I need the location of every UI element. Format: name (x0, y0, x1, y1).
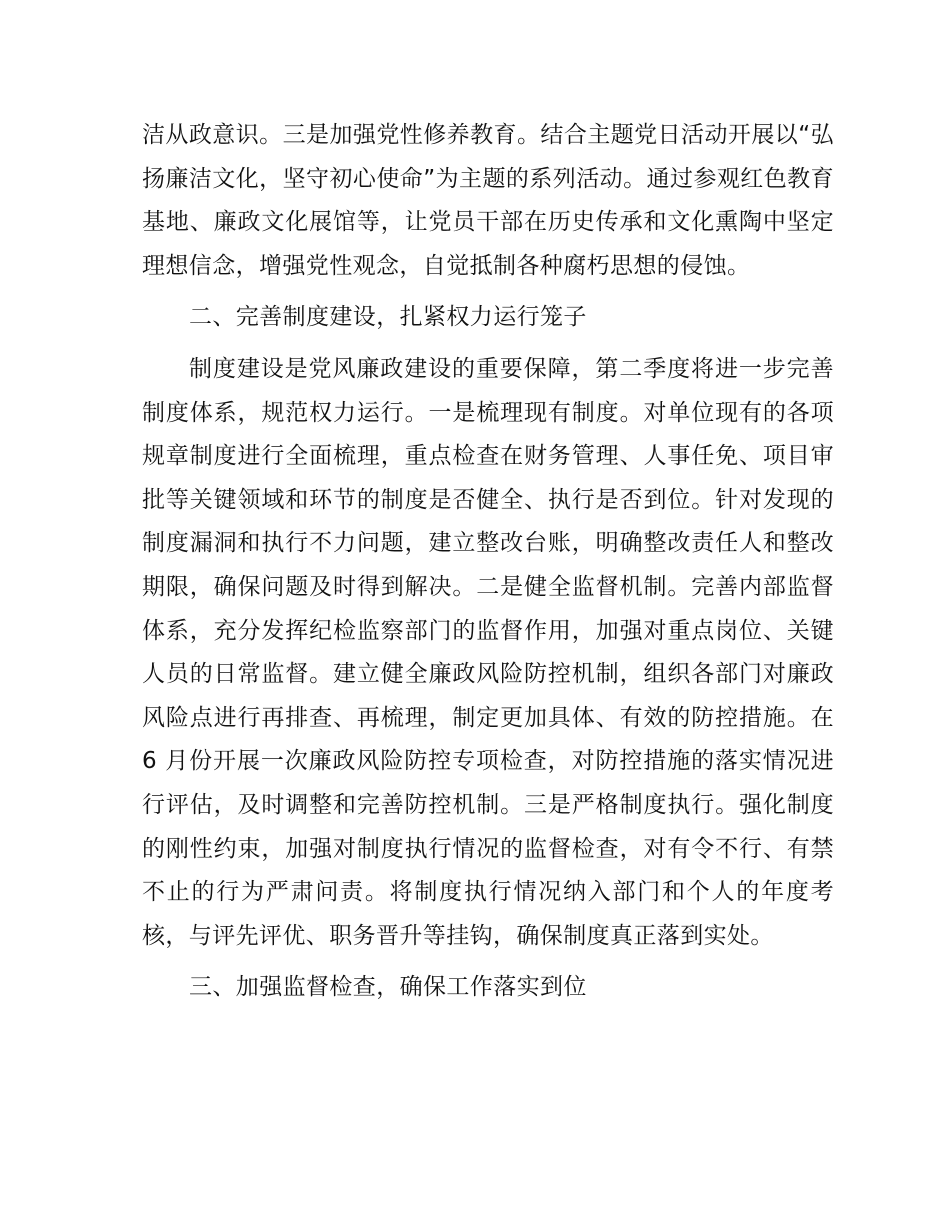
section-heading-3: 三、加强监督检查，确保工作落实到位 (189, 974, 587, 1001)
paragraph-2: 制度建设是党风廉政建设的重要保障，第二季度将进一步完善制度体系，规范权力运行。一是梳理现有制度。对单位现有的各项规章制度进行全面梳理，重点检查在财务管理、人事任免、项目审批等关键领域和环节的制度是否健全、执行是否到位。针对发现的制度漏洞和执行不力问题，建立整改台账，明确整改责任人和整改期限，确保问题及时得到解决。二是健全监督机制。完善内部监督体系，充分发挥纪检监察部门的监督作用，加强对重点岗位、关键人员的日常监督。建立健全廉政风险防控机制，组织各部门对廉政风险点进行再排查、再梳理，制定更加具体、有效的防控措施。在 6 月份开展一次廉政风险防控专项检查，对防控措施的落实情况进行评估，及时调整和完善防控机制。三是严格制度执行。强化制度的刚性约束，加强对制度执行情况的监督检查，对有令不行、有禁不止的行为严肃问责。将制度执行情况纳入部门和个人的年度考核，与评先评优、职务晋升等挂钩，确保制度真正落到实处。 (142, 355, 834, 949)
document-body (142, 114, 834, 1010)
paragraph-continuation: 洁从政意识。三是加强党性修养教育。结合主题党日活动开展以“弘扬廉洁文化，坚守初心使命”为主题的系列活动。通过参观红色教育基地、廉政文化展馆等，让党员干部在历史传承和文化熏陶中坚定理想信念，增强党性观念，自觉抵制各种腐朽思想的侵蚀。 (142, 122, 834, 279)
section-heading-2: 二、完善制度建设，扎紧权力运行笼子 (189, 304, 587, 331)
